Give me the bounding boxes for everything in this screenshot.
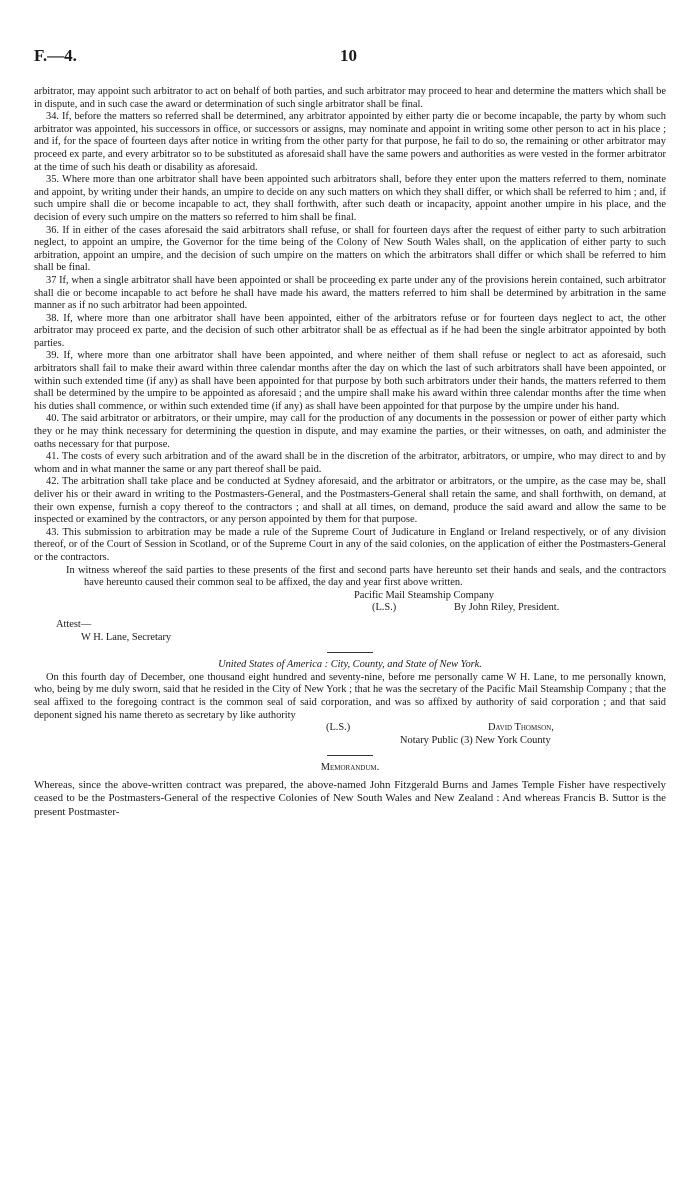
clause-42: 42. The arbitration shall take place and be conducted at Sydney aforesaid, and the arbitrator or arbitrators, or the umpire, as the case may be, shall deliver his or their award in writing to the Postmasters-General, and the Postmasters-General shall retain the same, and shall forthwith, on demand, at their own expense, furnish a copy thereof to the contractors ; and shall at all times, on demand, produce the said award and allow the same to be inspected or examined by the contractors, or any person appointed by them for that purpose.	[34, 476, 666, 526]
notary-statement: On this fourth day of December, one thousand eight hundred and seventy-nine, before me personally came W H. Lane, to me personally known, who, being by me duly sworn, said that he resided in the City of New York ; that he was the secretary of the Pacific Mail Steamship Company ; that the seal affixed to the foregoing contract is the common seal of said corporation, and was so affixed by authority of said corporation ; and that said deponent signed his name thereto as secretary by like authority	[34, 671, 666, 721]
signature-by-line	[34, 602, 666, 615]
clause-40: 40. The said arbitrator or arbitrators, or their umpire, may call for the production of any documents in the possession or power of either party which they or he may think necessary for determining the question in dispute, and may examine the parties, or their witnesses, on oath, and administer the oaths necessary for that purpose.	[34, 413, 666, 450]
signature-company-line	[34, 590, 666, 603]
clause-35: 35. Where more than one arbitrator shall have been appointed such arbitrators shall, before they enter upon the matters referred to them, nominate and appoint, by writing under their hands, an umpire to decide on any such matters on which they shall differ, or which shall be referred to him ; and, if such umpire shall die or become incapable to act, they shall forthwith, after such death or incapacity, appoint another umpire in his place, and the decision of every such umpire on the matters so referred to him shall be final.	[34, 174, 666, 223]
memorandum-text: Whereas, since the above-written contract was prepared, the above-named John Fitzgerald Burns and James Temple Fisher have respectively ceased to be the Postmasters-General of the respective Colonies of New South Wales and New Zealand : And whereas Francis B. Suttor is the present Postmaster-	[34, 778, 666, 818]
clause-38: 38. If, where more than one arbitrator shall have been appointed, either of the arbitrators refuse or for fourteen days neglect to act, the other arbitrator may proceed ex parte, and the decision of such other arbitrator shall be as effectual as if he had been the single arbitrator appointed by both parties.	[34, 312, 666, 349]
attest-block	[34, 619, 666, 644]
clause-37: 37 If, when a single arbitrator shall have been appointed or shall be proceeding ex parte under any of the provisions herein contained, such arbitrator shall die or become incapable to act before he shall have made his award, the matters referred to him shall be determined by arbitration in the same manner as if no such arbitrator had been appointed.	[34, 274, 666, 312]
paragraph-continuation: arbitrator, may appoint such arbitrator to act on behalf of both parties, and such arbitrator may proceed to hear and determine the matters which shall be in dispute, and in such case the award or determination of such single arbitrator shall be final.	[34, 86, 666, 110]
page-number: 10	[340, 46, 357, 65]
notary-signature-line	[34, 722, 666, 735]
attest-name: W H. Lane, Secretary	[81, 631, 172, 643]
clause-39: 39. If, where more than one arbitrator shall have been appointed, and where neither of them shall refuse or neglect to act as aforesaid, such arbitrators shall fail to make their award within three calendar months after the day on which the last of such arbitrators shall have been appointed, or within such extended time (if any) as shall have been appointed for that purpose by both such arbitrators under their hands, the matters referred to them shall be determined by the umpire to be appointed as aforesaid ; and the umpire shall make his award within three calendar months after the time when his duties shall commence, or within such extended time (if any) as shall have been appointed for that purpose by the umpire under his hand.	[34, 350, 666, 412]
attest-label: Attest—	[56, 618, 92, 630]
notary-seal-mark: (L.S.)	[326, 722, 351, 734]
page-header	[34, 46, 666, 70]
clause-36: 36. If in either of the cases aforesaid the said arbitrators shall refuse, or shall for fourteen days after the request of either party to such arbitration neglect, to appoint an umpire, the Governor for the time being of the Colony of New South Wales shall, on the application of either party to such arbitration, appoint an umpire, and the decision of such umpire on the matters on which the arbitrators shall differ or which shall be referred to him shall be final.	[34, 224, 666, 274]
memorandum-title: Memorandum.	[320, 762, 380, 774]
witness-clause: In witness whereof the said parties to these presents of the first and second parts have hereunto set their hands and seals, and the contractors have hereunto caused their common seal to be affixed, the day and year first above written.	[66, 564, 666, 589]
document-body	[34, 86, 666, 819]
notary-title: Notary Public (3) New York County	[400, 734, 551, 746]
notary-title-line	[34, 735, 666, 748]
signature-company: Pacific Mail Steamship Company	[354, 589, 494, 601]
jurisdiction-heading: United States of America : City, County, and State of New York.	[218, 659, 482, 671]
seal-mark: (L.S.)	[372, 602, 397, 614]
clause-43: 43. This submission to arbitration may be made a rule of the Supreme Court of Judicature in England or Ireland respectively, or of any division thereof, or of the Court of Session in Scotland, or of the Supreme Court in any of the said colonies, on the application of either the Postmasters-General or the contractors.	[34, 526, 666, 563]
section-divider	[327, 755, 373, 756]
document-reference: F.—4.	[34, 46, 77, 65]
notary-name: David Thomson,	[488, 722, 554, 734]
clause-41: 41. The costs of every such arbitration and of the award shall be in the discretion of the arbitrator, arbitrators, or umpire, who may direct to and by whom and in what manner the same or any part thereof shall be paid.	[34, 451, 666, 475]
section-divider	[327, 652, 373, 653]
signatory: By John Riley, President.	[454, 602, 560, 614]
clause-34: 34. If, before the matters so referred shall be determined, any arbitrator appointed by either party die or become incapable, the party by whom such arbitrator was appointed, his successors in office, or successors or assigns, may nominate and appoint in writing some other person to act in his place ; and if, for the space of fourteen days after notice in writing from the other party for that purpose, he fail to do so, the remaining or other arbitrator may proceed ex parte, and every arbitrator so to be substituted as aforesaid shall have the same powers and authorities as were vested in the former arbitrator at the time of such his death or disability as aforesaid.	[34, 111, 666, 173]
